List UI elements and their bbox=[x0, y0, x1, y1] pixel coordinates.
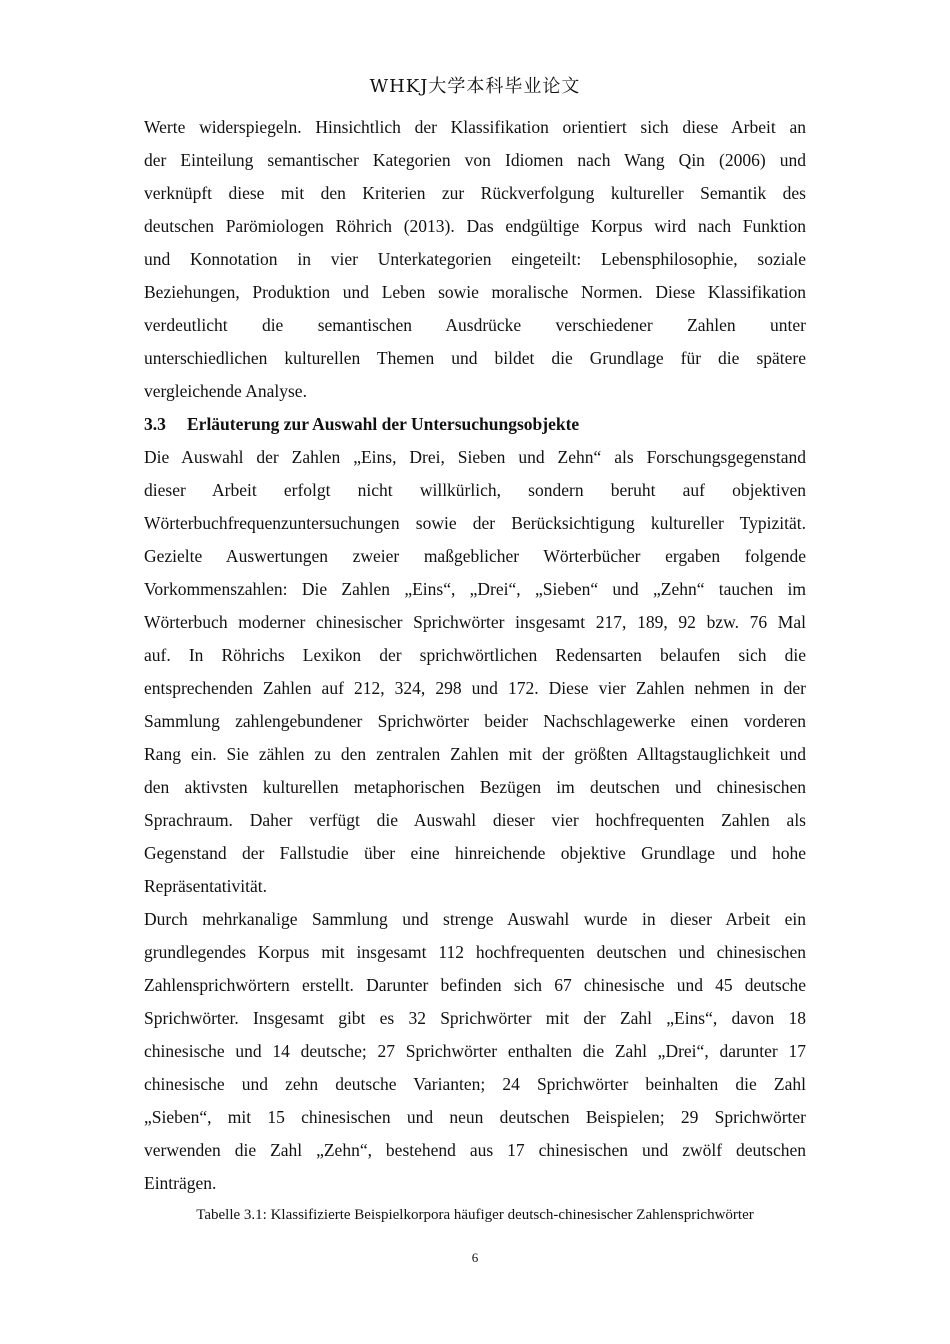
text-line: Vorkommenszahlen: Die Zahlen „Eins“, „Drei“, „Sieben“ und „Zehn“ tauchen im bbox=[144, 579, 806, 599]
section-number: 3.3 bbox=[144, 414, 166, 434]
text-line: verdeutlicht die semantischen Ausdrücke verschiedener Zahlen unter bbox=[144, 315, 806, 335]
text-line: Zahlensprichwörtern erstellt. Darunter befinden sich 67 chinesische und 45 deutsche bbox=[144, 975, 806, 995]
paragraph-corpus bbox=[144, 903, 806, 1200]
text-line: Durch mehrkanalige Sammlung und strenge Auswahl wurde in dieser Arbeit ein bbox=[144, 909, 806, 929]
text-line: chinesische und 14 deutsche; 27 Sprichwörter enthalten die Zahl „Drei“, darunter 17 bbox=[144, 1041, 806, 1061]
text-line: Gegenstand der Fallstudie über eine hinreichende objektive Grundlage und hohe bbox=[144, 843, 806, 863]
text-line: „Sieben“, mit 15 chinesischen und neun deutschen Beispielen; 29 Sprichwörter bbox=[144, 1107, 806, 1127]
text-line: vergleichende Analyse. bbox=[144, 381, 307, 401]
section-heading bbox=[144, 408, 806, 441]
section-title: Erläuterung zur Auswahl der Untersuchungsobjekte bbox=[187, 414, 580, 434]
paragraph-selection bbox=[144, 441, 806, 903]
text-line: Beziehungen, Produktion und Leben sowie moralische Normen. Diese Klassifikation bbox=[144, 282, 806, 302]
text-line: der Einteilung semantischer Kategorien von Idiomen nach Wang Qin (2006) und bbox=[144, 150, 806, 170]
text-line: Repräsentativität. bbox=[144, 876, 267, 896]
text-line: deutschen Parömiologen Röhrich (2013). Das endgültige Korpus wird nach Funktion bbox=[144, 216, 806, 236]
text-line: Einträgen. bbox=[144, 1173, 217, 1193]
text-line: Sammlung zahlengebundener Sprichwörter beider Nachschlagewerke einen vorderen bbox=[144, 711, 806, 731]
paragraph-classification bbox=[144, 111, 806, 408]
text-line: grundlegendes Korpus mit insgesamt 112 hochfrequenten deutschen und chinesischen bbox=[144, 942, 806, 962]
table-caption: Tabelle 3.1: Klassifizierte Beispielkorpora häufiger deutsch-chinesischer Zahlensprichwörter bbox=[196, 1207, 754, 1223]
text-line: Wörterbuch moderner chinesischer Sprichwörter insgesamt 217, 189, 92 bzw. 76 Mal bbox=[144, 612, 806, 632]
text-line: verwenden die Zahl „Zehn“, bestehend aus 17 chinesischen und zwölf deutschen bbox=[144, 1140, 806, 1160]
page-number: 6 bbox=[471, 1250, 479, 1265]
body-text bbox=[144, 111, 806, 1200]
running-header: WHKJ大学本科毕业论文 bbox=[369, 76, 581, 97]
text-line: dieser Arbeit erfolgt nicht willkürlich, sondern beruht auf objektiven bbox=[144, 480, 806, 500]
text-line: Rang ein. Sie zählen zu den zentralen Zahlen mit der größten Alltagstauglichkeit und bbox=[144, 744, 806, 764]
text-line: Wörterbuchfrequenzuntersuchungen sowie der Berücksichtigung kultureller Typizität. bbox=[144, 513, 806, 533]
text-line: auf. In Röhrichs Lexikon der sprichwörtlichen Redensarten belaufen sich die bbox=[144, 645, 806, 665]
text-line: chinesische und zehn deutsche Varianten; 24 Sprichwörter beinhalten die Zahl bbox=[144, 1074, 806, 1094]
text-line: und Konnotation in vier Unterkategorien eingeteilt: Lebensphilosophie, soziale bbox=[144, 249, 806, 269]
text-line: Sprichwörter. Insgesamt gibt es 32 Sprichwörter mit der Zahl „Eins“, davon 18 bbox=[144, 1008, 806, 1028]
text-line: verknüpft diese mit den Kriterien zur Rückverfolgung kultureller Semantik des bbox=[144, 183, 806, 203]
text-line: Sprachraum. Daher verfügt die Auswahl dieser vier hochfrequenten Zahlen als bbox=[144, 810, 806, 830]
text-line: unterschiedlichen kulturellen Themen und bildet die Grundlage für die spätere bbox=[144, 348, 806, 368]
text-line: Werte widerspiegeln. Hinsichtlich der Klassifikation orientiert sich diese Arbeit an bbox=[144, 117, 806, 137]
text-line: entsprechenden Zahlen auf 212, 324, 298 und 172. Diese vier Zahlen nehmen in der bbox=[144, 678, 806, 698]
text-line: Gezielte Auswertungen zweier maßgeblicher Wörterbücher ergaben folgende bbox=[144, 546, 806, 566]
text-line: den aktivsten kulturellen metaphorischen Bezügen im deutschen und chinesischen bbox=[144, 777, 806, 797]
text-line: Die Auswahl der Zahlen „Eins, Drei, Sieben und Zehn“ als Forschungsgegenstand bbox=[144, 447, 806, 467]
